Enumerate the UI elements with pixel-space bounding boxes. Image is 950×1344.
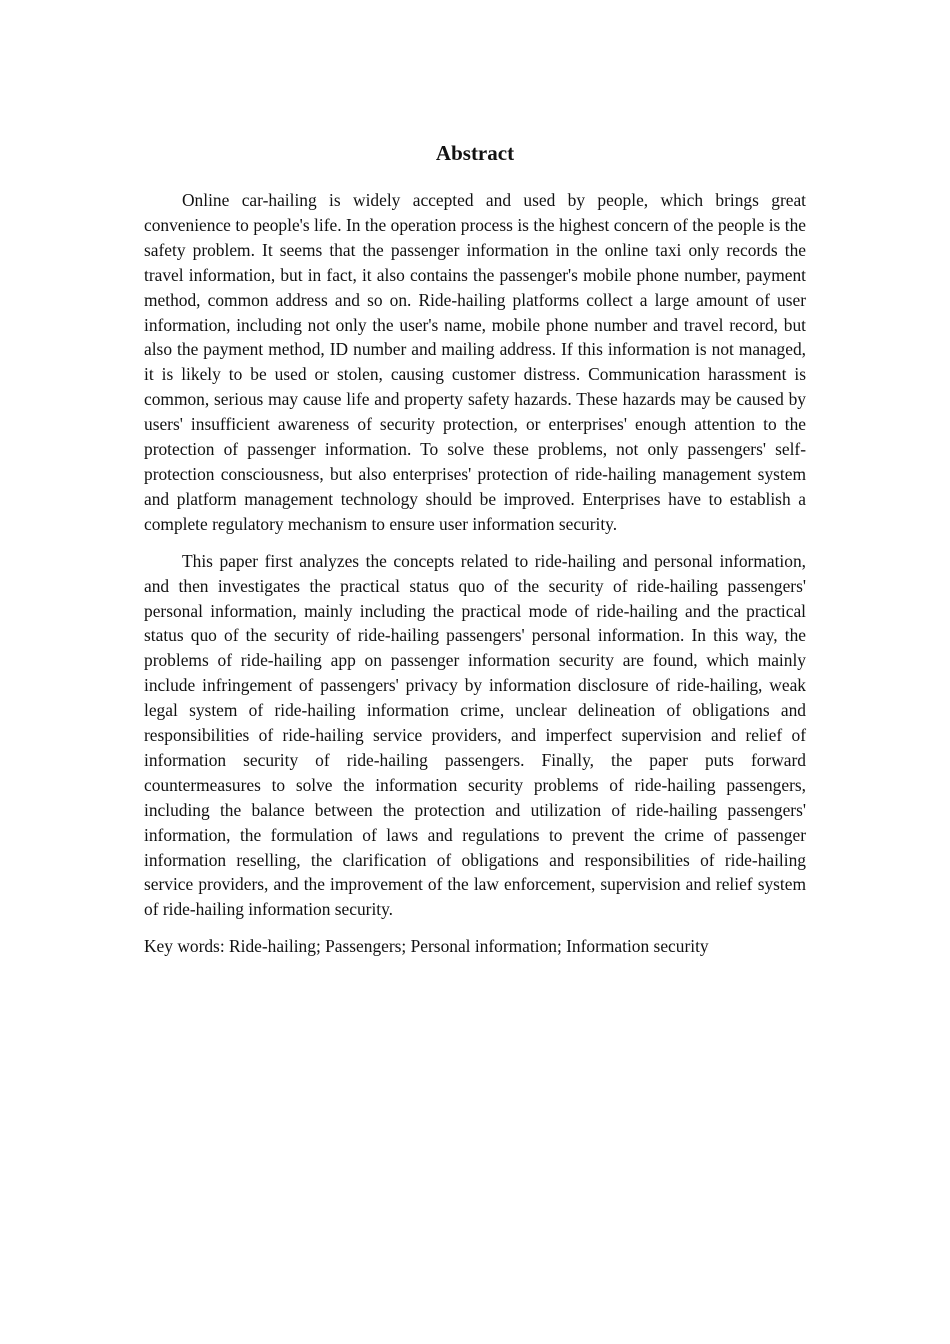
abstract-paragraph-1: Online car-hailing is widely accepted and used by people, which brings great convenience to people's life. In the operation process is the highest concern of the people is the safety problem. It seems that the passenger information in the online taxi only records the travel information, but in fact, it also contains the passenger's mobile phone number, payment method, common address and so on. Ride-hailing platforms collect a large amount of user information, including not only the user's name, mobile phone number and travel record, but also the payment method, ID number and mailing address. If this information is not managed, it is likely to be used or stolen, causing customer distress. Communication harassment is common, serious may cause life and property safety hazards. These hazards may be caused by users' insufficient awareness of security protection, or enterprises' enough attention to the protection of passenger information. To solve these problems, not only passengers' self-protection consciousness, but also enterprises' protection of ride-hailing management system and platform management technology should be improved. Enterprises have to establish a complete regulatory mechanism to ensure user information security. <box>144 190 806 534</box>
page-title: Abstract <box>435 141 515 165</box>
abstract-paragraph-2: This paper first analyzes the concepts related to ride-hailing and personal information, and then investigates the practical status quo of the security of ride-hailing passengers' personal information, mainly including the practical mode of ride-hailing and the practical status quo of the security of ride-hailing passengers' personal information. In this way, the problems of ride-hailing app on passenger information security are found, which mainly include infringement of passengers' privacy by information disclosure of ride-hailing, weak legal system of ride-hailing information crime, unclear delineation of obligations and responsibilities of ride-hailing service providers, and imperfect supervision and relief of information security of ride-hailing passengers. Finally, the paper puts forward countermeasures to solve the information security problems of ride-hailing passengers, including the balance between the protection and utilization of ride-hailing passengers' information, the formulation of laws and regulations to prevent the crime of passenger information reselling, the clarification of obligations and responsibilities of ride-hailing service providers, and the improvement of the law enforcement, supervision and relief system of ride-hailing information security. <box>144 550 806 920</box>
keywords-line: Key words: Ride-hailing; Passengers; Personal information; Information security <box>144 936 709 957</box>
document-page <box>144 140 806 959</box>
